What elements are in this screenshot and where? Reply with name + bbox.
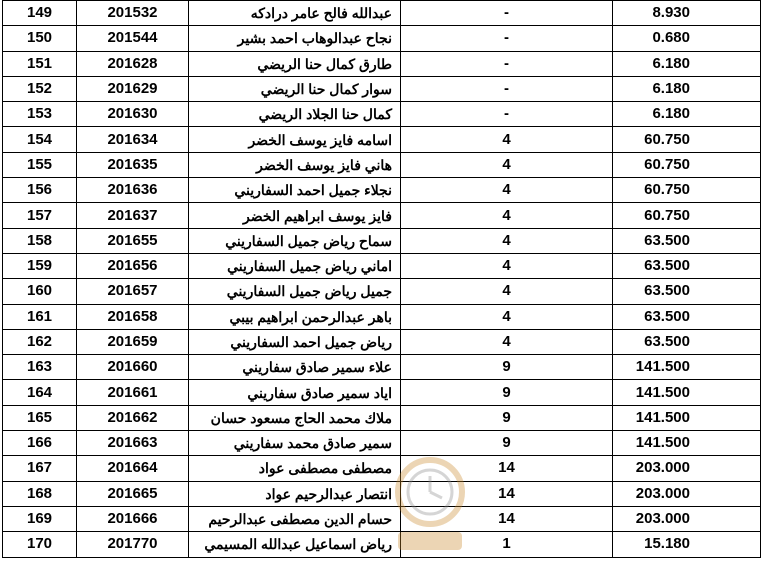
row-value-cell: 4	[401, 304, 613, 329]
row-value-cell: 4	[401, 329, 613, 354]
row-sequence-cell: 154	[3, 127, 77, 152]
row-value-cell: 4	[401, 253, 613, 278]
table-row	[3, 532, 761, 557]
row-id-cell: 201659	[77, 329, 189, 354]
row-value-cell: -	[401, 51, 613, 76]
row-value-cell: 14	[401, 481, 613, 506]
row-name-cell: طارق كمال حنا الريضي	[189, 51, 401, 76]
table-row	[3, 26, 761, 51]
row-sequence-cell: 163	[3, 355, 77, 380]
row-value-cell: -	[401, 1, 613, 26]
table-row	[3, 481, 761, 506]
row-id-cell: 201664	[77, 456, 189, 481]
row-name-cell: نجاح عبدالوهاب احمد بشير	[189, 26, 401, 51]
row-amount-cell: 63.500	[613, 279, 761, 304]
row-value-cell: 4	[401, 228, 613, 253]
row-sequence-cell: 150	[3, 26, 77, 51]
row-value-cell: 4	[401, 127, 613, 152]
row-sequence-cell: 153	[3, 102, 77, 127]
row-value-cell: 4	[401, 178, 613, 203]
row-sequence-cell: 158	[3, 228, 77, 253]
row-id-cell: 201532	[77, 1, 189, 26]
row-id-cell: 201661	[77, 380, 189, 405]
row-sequence-cell: 159	[3, 253, 77, 278]
table-row	[3, 178, 761, 203]
row-id-cell: 201662	[77, 405, 189, 430]
table-row	[3, 228, 761, 253]
row-name-cell: باهر عبدالرحمن ابراهيم بيبي	[189, 304, 401, 329]
row-id-cell: 201630	[77, 102, 189, 127]
table-row	[3, 355, 761, 380]
row-amount-cell: 8.930	[613, 1, 761, 26]
row-name-cell: جميل رياض جميل السفاريني	[189, 279, 401, 304]
row-amount-cell: 15.180	[613, 532, 761, 557]
row-amount-cell: 203.000	[613, 481, 761, 506]
row-value-cell: -	[401, 26, 613, 51]
row-id-cell: 201635	[77, 152, 189, 177]
table-row	[3, 279, 761, 304]
row-value-cell: 14	[401, 456, 613, 481]
table-row	[3, 127, 761, 152]
row-sequence-cell: 162	[3, 329, 77, 354]
row-amount-cell: 60.750	[613, 203, 761, 228]
row-id-cell: 201660	[77, 355, 189, 380]
row-amount-cell: 203.000	[613, 506, 761, 531]
row-value-cell: 9	[401, 431, 613, 456]
row-id-cell: 201544	[77, 26, 189, 51]
row-id-cell: 201636	[77, 178, 189, 203]
row-name-cell: حسام الدين مصطفى عبدالرحيم	[189, 506, 401, 531]
row-id-cell: 201663	[77, 431, 189, 456]
row-sequence-cell: 152	[3, 76, 77, 101]
row-name-cell: فايز يوسف ابراهيم الخضر	[189, 203, 401, 228]
table-row	[3, 253, 761, 278]
row-name-cell: مصطفى مصطفى عواد	[189, 456, 401, 481]
row-sequence-cell: 167	[3, 456, 77, 481]
row-sequence-cell: 156	[3, 178, 77, 203]
row-value-cell: -	[401, 102, 613, 127]
row-sequence-cell: 169	[3, 506, 77, 531]
row-amount-cell: 60.750	[613, 178, 761, 203]
row-amount-cell: 6.180	[613, 102, 761, 127]
row-amount-cell: 141.500	[613, 405, 761, 430]
row-sequence-cell: 170	[3, 532, 77, 557]
row-sequence-cell: 151	[3, 51, 77, 76]
row-sequence-cell: 149	[3, 1, 77, 26]
row-name-cell: سوار كمال حنا الريضي	[189, 76, 401, 101]
row-id-cell: 201629	[77, 76, 189, 101]
table-row	[3, 152, 761, 177]
row-name-cell: اسامه فايز يوسف الخضر	[189, 127, 401, 152]
row-sequence-cell: 161	[3, 304, 77, 329]
row-amount-cell: 60.750	[613, 152, 761, 177]
table-row	[3, 329, 761, 354]
table-row	[3, 102, 761, 127]
row-sequence-cell: 166	[3, 431, 77, 456]
row-value-cell: 9	[401, 380, 613, 405]
row-value-cell: 1	[401, 532, 613, 557]
table-body	[3, 1, 761, 558]
row-value-cell: 9	[401, 355, 613, 380]
row-name-cell: اماني رياض جميل السفاريني	[189, 253, 401, 278]
row-value-cell: -	[401, 76, 613, 101]
row-amount-cell: 6.180	[613, 51, 761, 76]
row-name-cell: اياد سمير صادق سفاريني	[189, 380, 401, 405]
row-name-cell: رياض جميل احمد السفاريني	[189, 329, 401, 354]
row-amount-cell: 60.750	[613, 127, 761, 152]
table-row	[3, 304, 761, 329]
row-name-cell: سماح رياض جميل السفاريني	[189, 228, 401, 253]
row-amount-cell: 141.500	[613, 431, 761, 456]
row-name-cell: ملاك محمد الحاج مسعود حسان	[189, 405, 401, 430]
row-sequence-cell: 164	[3, 380, 77, 405]
row-amount-cell: 63.500	[613, 329, 761, 354]
table-row	[3, 456, 761, 481]
row-amount-cell: 6.180	[613, 76, 761, 101]
table-row	[3, 405, 761, 430]
row-id-cell: 201666	[77, 506, 189, 531]
row-sequence-cell: 160	[3, 279, 77, 304]
row-sequence-cell: 157	[3, 203, 77, 228]
row-sequence-cell: 168	[3, 481, 77, 506]
row-name-cell: انتصار عبدالرحيم عواد	[189, 481, 401, 506]
row-sequence-cell: 155	[3, 152, 77, 177]
row-value-cell: 9	[401, 405, 613, 430]
table-row	[3, 203, 761, 228]
row-value-cell: 14	[401, 506, 613, 531]
row-name-cell: عبدالله فالح عامر درادكه	[189, 1, 401, 26]
table-row	[3, 1, 761, 26]
row-name-cell: نجلاء جميل احمد السفاريني	[189, 178, 401, 203]
data-table	[2, 0, 761, 558]
row-name-cell: سمير صادق محمد سفاريني	[189, 431, 401, 456]
row-sequence-cell: 165	[3, 405, 77, 430]
row-amount-cell: 203.000	[613, 456, 761, 481]
row-id-cell: 201658	[77, 304, 189, 329]
row-amount-cell: 63.500	[613, 228, 761, 253]
table-row	[3, 380, 761, 405]
table-row	[3, 506, 761, 531]
row-value-cell: 4	[401, 203, 613, 228]
row-name-cell: علاء سمير صادق سفاريني	[189, 355, 401, 380]
row-id-cell: 201656	[77, 253, 189, 278]
row-name-cell: كمال حنا الجلاد الريضي	[189, 102, 401, 127]
table-row	[3, 431, 761, 456]
table-row	[3, 51, 761, 76]
row-name-cell: رياض اسماعيل عبدالله المسيمي	[189, 532, 401, 557]
row-amount-cell: 63.500	[613, 304, 761, 329]
row-value-cell: 4	[401, 152, 613, 177]
row-id-cell: 201770	[77, 532, 189, 557]
row-amount-cell: 63.500	[613, 253, 761, 278]
row-id-cell: 201657	[77, 279, 189, 304]
row-id-cell: 201637	[77, 203, 189, 228]
row-id-cell: 201655	[77, 228, 189, 253]
row-amount-cell: 0.680	[613, 26, 761, 51]
row-id-cell: 201665	[77, 481, 189, 506]
row-value-cell: 4	[401, 279, 613, 304]
row-amount-cell: 141.500	[613, 355, 761, 380]
row-id-cell: 201628	[77, 51, 189, 76]
table-row	[3, 76, 761, 101]
row-name-cell: هاني فايز يوسف الخضر	[189, 152, 401, 177]
row-id-cell: 201634	[77, 127, 189, 152]
row-amount-cell: 141.500	[613, 380, 761, 405]
